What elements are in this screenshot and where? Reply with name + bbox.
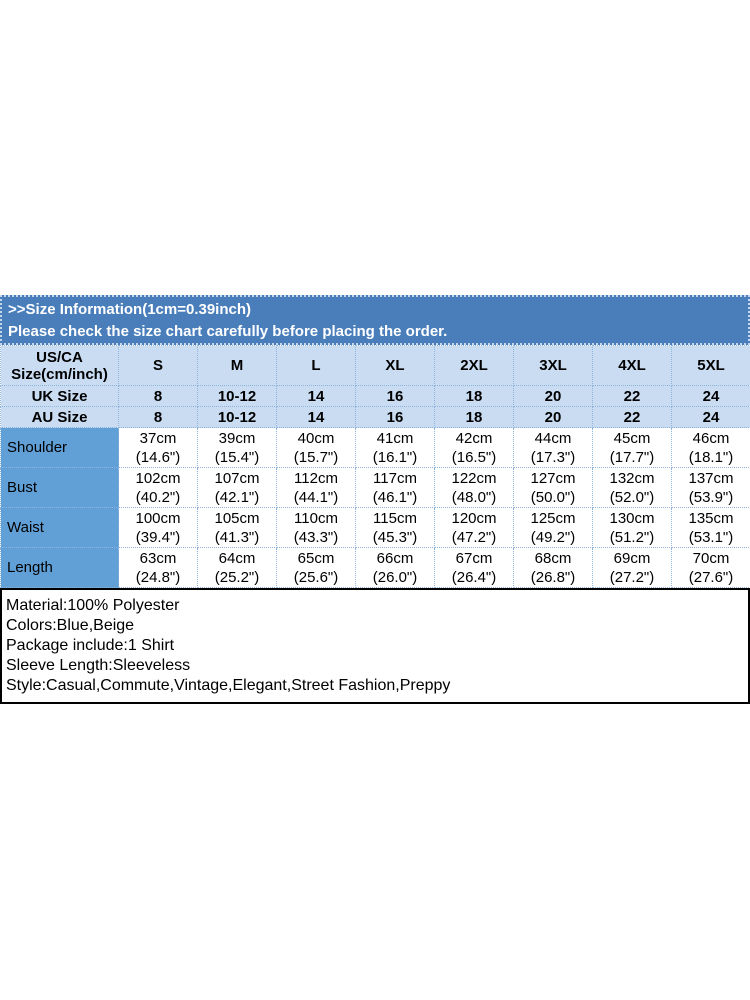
size-value-cell: 8 — [119, 386, 198, 407]
size-value-cell: 22 — [593, 407, 672, 428]
measurement-cm-value: 68cm — [534, 549, 572, 567]
measurement-inch-value: (17.7") — [609, 448, 655, 466]
measurement-cell — [119, 508, 198, 548]
measurement-cm-value: 125cm — [530, 509, 576, 527]
measurement-cell — [198, 468, 277, 508]
product-details-box — [0, 588, 750, 704]
measurement-inch-value: (24.8") — [135, 568, 181, 586]
measurement-cell — [356, 508, 435, 548]
size-value-cell: 20 — [514, 386, 593, 407]
measurement-inch-value: (16.5") — [451, 448, 497, 466]
measurement-cell — [356, 548, 435, 588]
size-info-banner — [0, 295, 750, 345]
measurement-cell — [593, 548, 672, 588]
measurement-cm-value: 110cm — [294, 509, 338, 527]
measurement-cell — [672, 508, 750, 548]
measurement-row — [1, 468, 750, 508]
measurement-cm-value: 46cm — [692, 429, 730, 447]
product-detail-line: Material:100% Polyester — [6, 597, 180, 614]
measurement-cm-value: 127cm — [530, 469, 576, 487]
measurement-inch-value: (44.1") — [293, 488, 339, 506]
corner-line-2: Size(cm/inch) — [11, 365, 108, 383]
product-detail-line: Package include:1 Shirt — [6, 637, 175, 654]
size-value-cell: 14 — [277, 386, 356, 407]
size-equivalent-row — [1, 407, 750, 428]
size-column-header: L — [277, 346, 356, 386]
measurement-cell — [435, 548, 514, 588]
measurement-cm-value: 120cm — [451, 509, 497, 527]
measurement-inch-value: (25.6") — [293, 568, 339, 586]
measurement-row — [1, 548, 750, 588]
measurement-inch-value: (41.3") — [214, 528, 260, 546]
size-value-cell: 24 — [672, 386, 750, 407]
table-body — [1, 346, 750, 588]
size-chart-table — [0, 345, 750, 588]
measurement-cm-value: 40cm — [297, 429, 335, 447]
measurement-inch-value: (26.0") — [372, 568, 418, 586]
size-value-cell: 10-12 — [198, 407, 277, 428]
measurement-cell — [277, 548, 356, 588]
measurement-cm-value: 65cm — [297, 549, 335, 567]
size-column-header: 3XL — [514, 346, 593, 386]
measurement-cell — [514, 548, 593, 588]
measurement-inch-value: (16.1") — [372, 448, 418, 466]
size-equivalent-row — [1, 386, 750, 407]
size-column-header: M — [198, 346, 277, 386]
measurement-inch-value: (40.2") — [135, 488, 181, 506]
measurement-inch-value: (52.0") — [609, 488, 655, 506]
size-column-header: 2XL — [435, 346, 514, 386]
banner-subtitle: Please check the size chart carefully before placing the order. — [8, 323, 448, 340]
corner-line-1: US/CA — [36, 348, 83, 366]
measurement-inch-value: (15.7") — [293, 448, 339, 466]
measurement-cell — [593, 468, 672, 508]
measurement-inch-value: (43.3") — [293, 528, 339, 546]
size-column-header: S — [119, 346, 198, 386]
measurement-cell — [672, 428, 750, 468]
measurement-cm-value: 107cm — [214, 469, 260, 487]
corner-header-cell — [1, 346, 119, 386]
measurement-inch-value: (45.3") — [372, 528, 418, 546]
size-column-header: 5XL — [672, 346, 750, 386]
measurement-cm-value: 37cm — [139, 429, 177, 447]
measurement-row-label: Bust — [1, 468, 119, 508]
size-column-header: 4XL — [593, 346, 672, 386]
measurement-cm-value: 100cm — [135, 509, 181, 527]
size-value-cell: 22 — [593, 386, 672, 407]
measurement-cell — [119, 468, 198, 508]
measurement-cell — [435, 468, 514, 508]
measurement-cm-value: 70cm — [692, 549, 730, 567]
measurement-cm-value: 137cm — [688, 469, 734, 487]
size-value-cell: 10-12 — [198, 386, 277, 407]
measurement-cell — [672, 548, 750, 588]
measurement-inch-value: (15.4") — [214, 448, 260, 466]
size-row-label: UK Size — [1, 386, 119, 407]
measurement-cell — [277, 468, 356, 508]
product-detail-line: Style:Casual,Commute,Vintage,Elegant,Street Fashion,Preppy — [6, 677, 451, 694]
measurement-inch-value: (42.1") — [214, 488, 260, 506]
measurement-inch-value: (18.1") — [688, 448, 734, 466]
product-detail-line: Sleeve Length:Sleeveless — [6, 657, 191, 674]
measurement-inch-value: (53.1") — [688, 528, 734, 546]
measurement-inch-value: (39.4") — [135, 528, 181, 546]
measurement-cm-value: 41cm — [376, 429, 414, 447]
measurement-cell — [593, 508, 672, 548]
size-header-row — [1, 346, 750, 386]
measurement-inch-value: (14.6") — [135, 448, 181, 466]
measurement-cm-value: 112cm — [294, 469, 338, 487]
measurement-inch-value: (49.2") — [530, 528, 576, 546]
measurement-cell — [514, 468, 593, 508]
measurement-cm-value: 39cm — [218, 429, 256, 447]
measurement-cm-value: 67cm — [455, 549, 493, 567]
size-value-cell: 18 — [435, 407, 514, 428]
measurement-row — [1, 428, 750, 468]
measurement-cm-value: 117cm — [373, 469, 417, 487]
measurement-cell — [277, 508, 356, 548]
size-value-cell: 16 — [356, 386, 435, 407]
size-chart-page — [0, 295, 750, 704]
measurement-cell — [277, 428, 356, 468]
measurement-cell — [593, 428, 672, 468]
measurement-cell — [198, 428, 277, 468]
size-value-cell: 14 — [277, 407, 356, 428]
measurement-inch-value: (17.3") — [530, 448, 576, 466]
size-value-cell: 20 — [514, 407, 593, 428]
size-value-cell: 8 — [119, 407, 198, 428]
measurement-cm-value: 135cm — [688, 509, 734, 527]
measurement-cm-value: 132cm — [609, 469, 655, 487]
size-value-cell: 18 — [435, 386, 514, 407]
measurement-cm-value: 69cm — [613, 549, 651, 567]
measurement-cm-value: 122cm — [451, 469, 497, 487]
measurement-cm-value: 102cm — [135, 469, 181, 487]
measurement-cell — [435, 428, 514, 468]
measurement-cell — [198, 508, 277, 548]
measurement-cm-value: 130cm — [609, 509, 655, 527]
measurement-inch-value: (48.0") — [451, 488, 497, 506]
measurement-inch-value: (47.2") — [451, 528, 497, 546]
measurement-cm-value: 64cm — [218, 549, 256, 567]
measurement-cm-value: 45cm — [613, 429, 651, 447]
product-detail-line: Colors:Blue,Beige — [6, 617, 135, 634]
size-value-cell: 24 — [672, 407, 750, 428]
measurement-cm-value: 115cm — [373, 509, 417, 527]
measurement-cell — [356, 428, 435, 468]
measurement-inch-value: (26.8") — [530, 568, 576, 586]
measurement-cell — [198, 548, 277, 588]
measurement-inch-value: (51.2") — [609, 528, 655, 546]
measurement-row-label: Length — [1, 548, 119, 588]
measurement-cell — [672, 468, 750, 508]
measurement-inch-value: (27.2") — [609, 568, 655, 586]
measurement-cell — [514, 428, 593, 468]
size-column-header: XL — [356, 346, 435, 386]
measurement-cm-value: 105cm — [214, 509, 260, 527]
measurement-row-label: Waist — [1, 508, 119, 548]
measurement-cell — [356, 468, 435, 508]
measurement-cm-value: 44cm — [534, 429, 572, 447]
measurement-cell — [435, 508, 514, 548]
measurement-cell — [119, 428, 198, 468]
size-value-cell: 16 — [356, 407, 435, 428]
measurement-inch-value: (50.0") — [530, 488, 576, 506]
measurement-inch-value: (27.6") — [688, 568, 734, 586]
measurement-inch-value: (53.9") — [688, 488, 734, 506]
measurement-inch-value: (46.1") — [372, 488, 418, 506]
measurement-cm-value: 42cm — [455, 429, 493, 447]
measurement-row-label: Shoulder — [1, 428, 119, 468]
measurement-cm-value: 66cm — [376, 549, 414, 567]
banner-title: >>Size Information(1cm=0.39inch) — [8, 301, 251, 318]
measurement-row — [1, 508, 750, 548]
measurement-cm-value: 63cm — [139, 549, 177, 567]
measurement-cell — [514, 508, 593, 548]
measurement-cell — [119, 548, 198, 588]
measurement-inch-value: (26.4") — [451, 568, 497, 586]
size-row-label: AU Size — [1, 407, 119, 428]
measurement-inch-value: (25.2") — [214, 568, 260, 586]
